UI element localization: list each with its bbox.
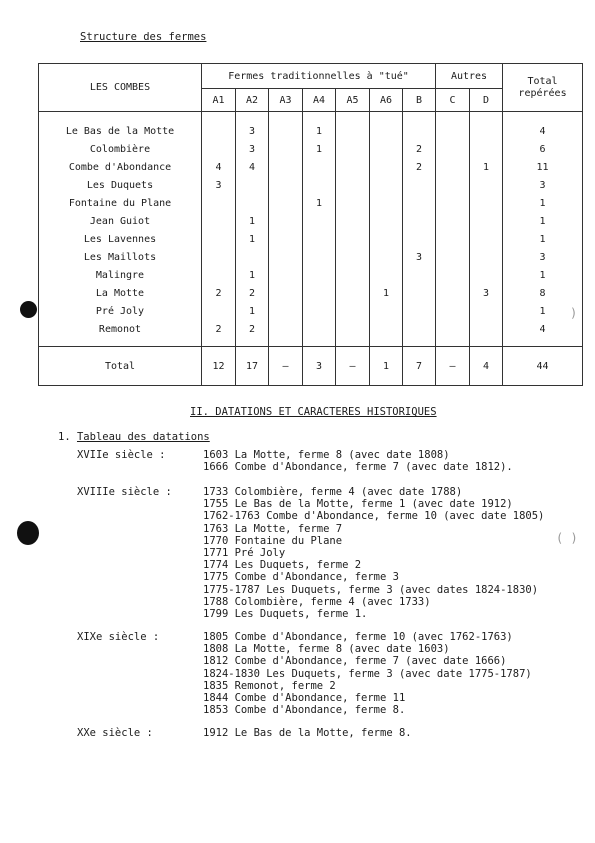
- table-row: [39, 158, 583, 176]
- century-label: XVIIIe siècle :: [77, 486, 172, 498]
- totals-cell: 1: [370, 347, 403, 386]
- row-total: 11: [503, 158, 583, 176]
- datation-entry: 1733 Colombière, ferme 4 (avec date 1788): [203, 486, 463, 498]
- row-name: Malingre: [39, 266, 202, 284]
- table-cell: [436, 284, 470, 302]
- totals-cell: –: [436, 347, 470, 386]
- table-cell: [303, 320, 336, 347]
- century-label: XXe siècle :: [77, 727, 153, 739]
- table-cell: [370, 266, 403, 284]
- table-cell: [269, 212, 303, 230]
- table-cell: 2: [236, 320, 269, 347]
- table-cell: 3: [236, 112, 269, 141]
- table-cell: [436, 212, 470, 230]
- table-row: [39, 248, 583, 266]
- table-cell: 2: [202, 320, 236, 347]
- century-entries: [203, 727, 412, 739]
- row-name: Remonot: [39, 320, 202, 347]
- table-cell: [370, 140, 403, 158]
- table-cell: [370, 176, 403, 194]
- table-cell: [436, 320, 470, 347]
- column-header-a1: A1: [202, 89, 236, 112]
- table-cell: 2: [202, 284, 236, 302]
- table-cell: [470, 176, 503, 194]
- table-cell: [336, 194, 370, 212]
- grand-total: 44: [503, 347, 583, 386]
- table-cell: [269, 266, 303, 284]
- column-header-a4: A4: [303, 89, 336, 112]
- datation-entry: 1799 Les Duquets, ferme 1.: [203, 608, 368, 621]
- table-cell: [403, 194, 436, 212]
- table-cell: [336, 320, 370, 347]
- table-cell: [336, 212, 370, 230]
- table-cell: 1: [303, 194, 336, 212]
- totals-cell: 7: [403, 347, 436, 386]
- total-header-line-2: repérées: [518, 87, 567, 99]
- page-heading: Structure des fermes: [80, 31, 207, 43]
- table-cell: [236, 194, 269, 212]
- subsection-number: 1.: [58, 431, 71, 443]
- section-title: II. DATATIONS ET CARACTERES HISTORIQUES: [190, 406, 437, 418]
- datation-entry: 1835 Remonot, ferme 2: [203, 679, 336, 692]
- table-cell: [202, 112, 236, 141]
- table-cell: [303, 176, 336, 194]
- totals-cell: –: [336, 347, 370, 386]
- table-cell: [269, 248, 303, 266]
- row-name: Le Bas de la Motte: [39, 112, 202, 141]
- table-cell: 4: [202, 158, 236, 176]
- farm-structure-table: [38, 63, 583, 386]
- punch-hole: [20, 301, 37, 318]
- table-cell: [470, 266, 503, 284]
- table-cell: [403, 212, 436, 230]
- table-cell: [470, 140, 503, 158]
- table-cell: [436, 158, 470, 176]
- table-cell: [336, 284, 370, 302]
- table-cell: [403, 176, 436, 194]
- table-row: [39, 266, 583, 284]
- combes-header: LES COMBES: [39, 64, 202, 112]
- table-cell: [269, 230, 303, 248]
- table-cell: [403, 284, 436, 302]
- table-cell: [470, 230, 503, 248]
- table-cell: [403, 112, 436, 141]
- table-cell: [436, 266, 470, 284]
- table-cell: [303, 284, 336, 302]
- table-cell: [269, 302, 303, 320]
- row-name: Les Maillots: [39, 248, 202, 266]
- totals-cell: –: [269, 347, 303, 386]
- datation-entry: 1824-1830 Les Duquets, ferme 3 (avec date 1775-1787): [203, 667, 532, 680]
- row-total: 4: [503, 112, 583, 141]
- table-body: [39, 112, 583, 386]
- table-row: [39, 284, 583, 302]
- table-cell: [470, 302, 503, 320]
- table-cell: 1: [370, 284, 403, 302]
- totals-cell: 3: [303, 347, 336, 386]
- column-header-a2: A2: [236, 89, 269, 112]
- table-cell: [269, 176, 303, 194]
- table-cell: 1: [236, 266, 269, 284]
- totals-cell: 4: [470, 347, 503, 386]
- datation-entry: 1853 Combe d'Abondance, ferme 8.: [203, 704, 406, 717]
- table-cell: [470, 112, 503, 141]
- table-cell: 1: [303, 140, 336, 158]
- table-cell: [470, 320, 503, 347]
- century-entries: [203, 486, 544, 620]
- table-cell: [336, 140, 370, 158]
- datation-entry: 1912 Le Bas de la Motte, ferme 8.: [203, 727, 412, 739]
- table-cell: [336, 302, 370, 320]
- table-cell: [470, 212, 503, 230]
- row-total: 6: [503, 140, 583, 158]
- totals-cell: 17: [236, 347, 269, 386]
- row-total: 1: [503, 302, 583, 320]
- table-cell: [269, 194, 303, 212]
- row-name: Les Lavennes: [39, 230, 202, 248]
- row-name: Fontaine du Plane: [39, 194, 202, 212]
- table-cell: [370, 230, 403, 248]
- column-header-d: D: [470, 89, 503, 112]
- table-cell: [370, 302, 403, 320]
- table-cell: 2: [403, 158, 436, 176]
- table-cell: [336, 112, 370, 141]
- table-cell: [470, 194, 503, 212]
- column-header-c: C: [436, 89, 470, 112]
- table-cell: [303, 248, 336, 266]
- table-cell: [436, 230, 470, 248]
- table-cell: 4: [236, 158, 269, 176]
- row-total: 1: [503, 266, 583, 284]
- table-cell: [370, 194, 403, 212]
- total-header: [503, 64, 583, 112]
- totals-label: Total: [39, 347, 202, 386]
- table-cell: [303, 230, 336, 248]
- table-cell: 3: [236, 140, 269, 158]
- table-cell: 1: [303, 112, 336, 141]
- datation-entry: 1788 Colombière, ferme 4 (avec 1733): [203, 595, 431, 608]
- table-cell: [436, 176, 470, 194]
- row-name: Pré Joly: [39, 302, 202, 320]
- table-cell: [303, 212, 336, 230]
- table-cell: [470, 248, 503, 266]
- table-cell: [336, 158, 370, 176]
- row-name: Combe d'Abondance: [39, 158, 202, 176]
- table-cell: [303, 266, 336, 284]
- row-total: 3: [503, 176, 583, 194]
- datation-entry: 1775 Combe d'Abondance, ferme 3: [203, 571, 399, 584]
- table-cell: [370, 212, 403, 230]
- table-cell: [236, 176, 269, 194]
- datation-entry: 1755 Le Bas de la Motte, ferme 1 (avec date 1912): [203, 498, 513, 511]
- table-cell: [202, 212, 236, 230]
- table-cell: [436, 194, 470, 212]
- table-cell: [202, 302, 236, 320]
- table-cell: [370, 158, 403, 176]
- table-row: [39, 212, 583, 230]
- table-row: [39, 112, 583, 141]
- table-cell: 2: [236, 284, 269, 302]
- table-cell: 3: [202, 176, 236, 194]
- table-cell: [370, 248, 403, 266]
- datation-entry: 1762-1763 Combe d'Abondance, ferme 10 (avec date 1805): [203, 510, 545, 523]
- table-cell: [202, 266, 236, 284]
- row-total: 1: [503, 194, 583, 212]
- datation-entry: 1808 La Motte, ferme 8 (avec date 1603): [203, 643, 450, 656]
- table-row: [39, 194, 583, 212]
- traditional-group-header: Fermes traditionnelles à "tué": [202, 64, 436, 89]
- table-cell: [303, 158, 336, 176]
- table-cell: 3: [403, 248, 436, 266]
- column-header-b: B: [403, 89, 436, 112]
- row-total: 3: [503, 248, 583, 266]
- table-cell: [403, 302, 436, 320]
- table-cell: [370, 320, 403, 347]
- table-cell: [436, 248, 470, 266]
- table-cell: [202, 230, 236, 248]
- other-group-header: Autres: [436, 64, 503, 89]
- row-total: 8: [503, 284, 583, 302]
- table-cell: [436, 112, 470, 141]
- table-cell: [269, 140, 303, 158]
- row-name: Les Duquets: [39, 176, 202, 194]
- row-total: 1: [503, 212, 583, 230]
- table-cell: [403, 266, 436, 284]
- table-cell: [403, 230, 436, 248]
- table-cell: 1: [236, 212, 269, 230]
- table-cell: [336, 266, 370, 284]
- century-label: XIXe siècle :: [77, 631, 160, 643]
- table-cell: [202, 194, 236, 212]
- table-row: [39, 320, 583, 347]
- table-row: [39, 302, 583, 320]
- column-header-a6: A6: [370, 89, 403, 112]
- table-cell: [336, 176, 370, 194]
- totals-row: [39, 347, 583, 386]
- table-cell: [370, 112, 403, 141]
- table-cell: [436, 302, 470, 320]
- punch-hole: [17, 521, 39, 545]
- table-cell: [202, 248, 236, 266]
- total-header-line-1: Total: [527, 75, 558, 87]
- column-header-a3: A3: [269, 89, 303, 112]
- table-cell: [202, 140, 236, 158]
- table-cell: [436, 140, 470, 158]
- datation-entry: 1666 Combe d'Abondance, ferme 7 (avec date 1812).: [203, 461, 513, 474]
- table-cell: 2: [403, 140, 436, 158]
- table-cell: [403, 320, 436, 347]
- table-cell: [336, 230, 370, 248]
- row-name: Colombière: [39, 140, 202, 158]
- datation-entry: 1844 Combe d'Abondance, ferme 11: [203, 692, 406, 705]
- column-header-a5: A5: [336, 89, 370, 112]
- table-row: [39, 176, 583, 194]
- datation-entry: 1805 Combe d'Abondance, ferme 10 (avec 1762-1763): [203, 631, 513, 643]
- century-label: XVIIe siècle :: [77, 449, 166, 461]
- table-cell: [336, 248, 370, 266]
- table-cell: [303, 302, 336, 320]
- datation-entry: 1603 La Motte, ferme 8 (avec date 1808): [203, 449, 450, 461]
- datation-entry: 1771 Pré Joly: [203, 547, 286, 560]
- datation-entry: 1775-1787 Les Duquets, ferme 3 (avec dates 1824-1830): [203, 583, 539, 596]
- table-cell: 1: [236, 230, 269, 248]
- century-entries: [203, 631, 532, 716]
- table-cell: 1: [470, 158, 503, 176]
- table-cell: [269, 284, 303, 302]
- table-cell: [269, 158, 303, 176]
- datation-entry: 1812 Combe d'Abondance, ferme 7 (avec date 1666): [203, 655, 507, 668]
- table-cell: [269, 112, 303, 141]
- totals-cell: 12: [202, 347, 236, 386]
- datation-entry: 1770 Fontaine du Plane: [203, 534, 343, 547]
- subsection-heading: [58, 431, 210, 443]
- row-name: La Motte: [39, 284, 202, 302]
- scan-mark: ( ): [556, 531, 578, 545]
- row-name: Jean Guiot: [39, 212, 202, 230]
- table-cell: 1: [236, 302, 269, 320]
- row-total: 4: [503, 320, 583, 347]
- row-total: 1: [503, 230, 583, 248]
- datation-entry: 1763 La Motte, ferme 7: [203, 522, 343, 535]
- table-cell: 3: [470, 284, 503, 302]
- scan-mark: ): [570, 306, 578, 320]
- datation-entry: 1774 Les Duquets, ferme 2: [203, 559, 362, 572]
- table-row: [39, 140, 583, 158]
- table-row: [39, 230, 583, 248]
- subsection-title: Tableau des datations: [76, 431, 210, 443]
- table-cell: [269, 320, 303, 347]
- table-cell: [236, 248, 269, 266]
- century-entries: [203, 449, 513, 473]
